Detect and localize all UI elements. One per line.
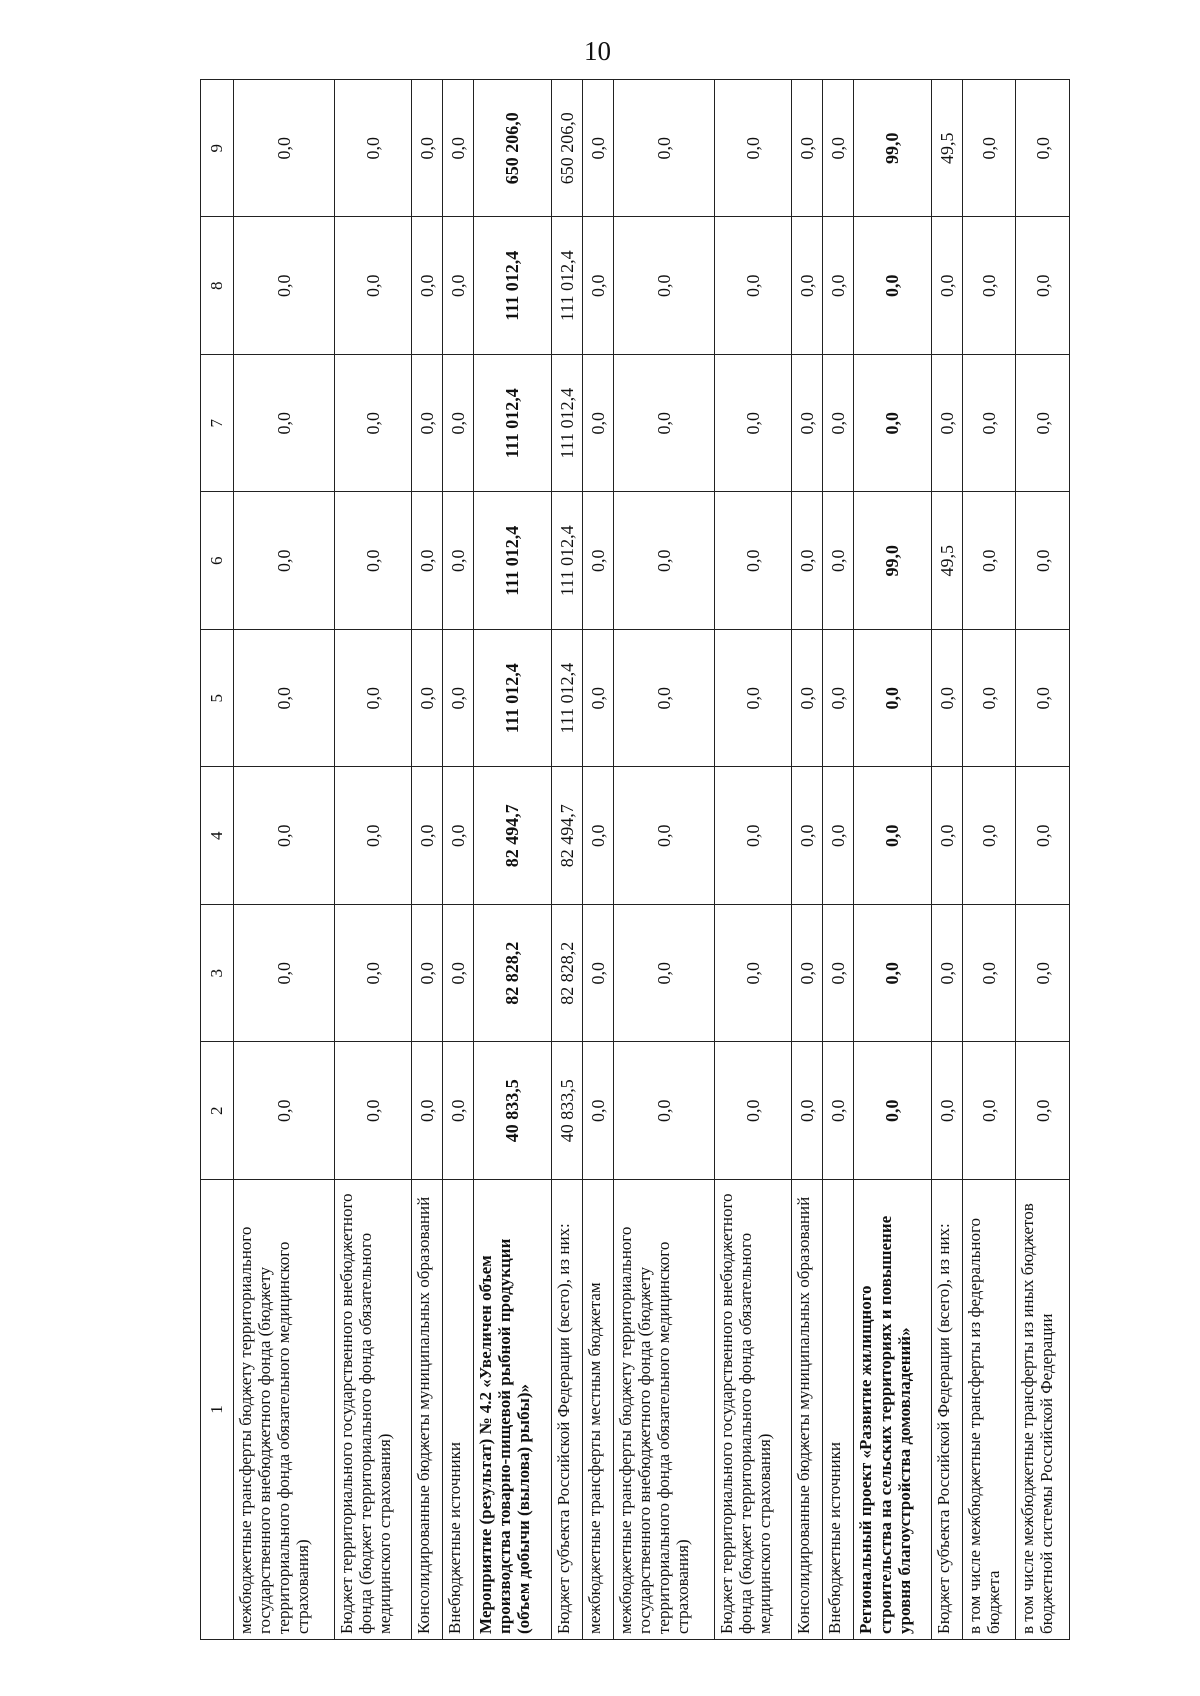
cell-value: 0,0 bbox=[791, 80, 822, 218]
cell-value: 0,0 bbox=[714, 630, 791, 768]
cell-value: 0,0 bbox=[234, 1042, 335, 1180]
table-row bbox=[443, 80, 474, 1640]
cell-value: 0,0 bbox=[582, 80, 613, 218]
cell-value: 111 012,4 bbox=[551, 355, 582, 493]
cell-value: 0,0 bbox=[854, 630, 931, 768]
cell-value: 0,0 bbox=[854, 355, 931, 493]
cell-value: 0,0 bbox=[234, 80, 335, 218]
cell-value: 40 833,5 bbox=[551, 1042, 582, 1180]
table-row bbox=[791, 80, 822, 1640]
cell-value: 0,0 bbox=[854, 905, 931, 1043]
cell-value: 0,0 bbox=[234, 355, 335, 493]
cell-value: 0,0 bbox=[714, 767, 791, 905]
cell-value: 0,0 bbox=[411, 767, 442, 905]
cell-value: 111 012,4 bbox=[551, 630, 582, 768]
cell-value: 650 206,0 bbox=[474, 80, 551, 218]
cell-value: 0,0 bbox=[714, 355, 791, 493]
cell-value: 0,0 bbox=[791, 630, 822, 768]
row-label: межбюджетные трансферты бюджету территориального государственного внебюджетного фонда (бюджету территориального фонда обязательного медицинского страхования) bbox=[234, 1180, 335, 1640]
cell-value: 0,0 bbox=[823, 80, 854, 218]
row-label: межбюджетные трансферты местным бюджетам bbox=[582, 1180, 613, 1640]
cell-value: 0,0 bbox=[962, 492, 1016, 630]
table-row bbox=[714, 80, 791, 1640]
cell-value: 0,0 bbox=[1016, 492, 1070, 630]
table-body bbox=[234, 80, 1070, 1640]
cell-value: 0,0 bbox=[823, 767, 854, 905]
cell-value: 82 828,2 bbox=[551, 905, 582, 1043]
cell-value: 0,0 bbox=[962, 905, 1016, 1043]
cell-value: 0,0 bbox=[614, 217, 715, 355]
column-header-2: 2 bbox=[201, 1042, 234, 1180]
cell-value: 0,0 bbox=[823, 630, 854, 768]
cell-value: 0,0 bbox=[1016, 1042, 1070, 1180]
cell-value: 0,0 bbox=[334, 355, 411, 493]
cell-value: 0,0 bbox=[614, 355, 715, 493]
cell-value: 0,0 bbox=[443, 767, 474, 905]
cell-value: 0,0 bbox=[443, 630, 474, 768]
cell-value: 0,0 bbox=[234, 905, 335, 1043]
cell-value: 0,0 bbox=[411, 630, 442, 768]
cell-value: 49,5 bbox=[931, 492, 962, 630]
cell-value: 49,5 bbox=[931, 80, 962, 218]
cell-value: 111 012,4 bbox=[474, 630, 551, 768]
cell-value: 0,0 bbox=[823, 1042, 854, 1180]
cell-value: 0,0 bbox=[854, 767, 931, 905]
row-label: Бюджет субъекта Российской Федерации (всего), из них: bbox=[551, 1180, 582, 1640]
cell-value: 0,0 bbox=[931, 1042, 962, 1180]
cell-value: 0,0 bbox=[1016, 630, 1070, 768]
table-row bbox=[334, 80, 411, 1640]
cell-value: 0,0 bbox=[931, 905, 962, 1043]
cell-value: 0,0 bbox=[614, 767, 715, 905]
cell-value: 0,0 bbox=[234, 630, 335, 768]
row-label: Консолидированные бюджеты муниципальных образований bbox=[411, 1180, 442, 1640]
cell-value: 0,0 bbox=[791, 355, 822, 493]
row-label: Бюджет территориального государственного внебюджетного фонда (бюджет территориального фонда обязательного медицинского страхования) bbox=[334, 1180, 411, 1640]
row-label: в том числе межбюджетные трансферты из федерального бюджета bbox=[962, 1180, 1016, 1640]
cell-value: 0,0 bbox=[823, 355, 854, 493]
cell-value: 0,0 bbox=[714, 80, 791, 218]
cell-value: 0,0 bbox=[443, 905, 474, 1043]
table-row bbox=[823, 80, 854, 1640]
cell-value: 0,0 bbox=[714, 217, 791, 355]
cell-value: 0,0 bbox=[411, 905, 442, 1043]
table-row bbox=[962, 80, 1016, 1640]
cell-value: 0,0 bbox=[582, 217, 613, 355]
cell-value: 0,0 bbox=[931, 217, 962, 355]
cell-value: 0,0 bbox=[334, 217, 411, 355]
cell-value: 0,0 bbox=[791, 217, 822, 355]
rotated-table-container bbox=[200, 80, 1070, 1640]
cell-value: 0,0 bbox=[334, 767, 411, 905]
cell-value: 0,0 bbox=[791, 905, 822, 1043]
cell-value: 111 012,4 bbox=[551, 492, 582, 630]
cell-value: 0,0 bbox=[962, 80, 1016, 218]
cell-value: 0,0 bbox=[1016, 355, 1070, 493]
cell-value: 0,0 bbox=[854, 1042, 931, 1180]
cell-value: 0,0 bbox=[614, 905, 715, 1043]
column-header-1: 1 bbox=[201, 1180, 234, 1640]
table-row bbox=[551, 80, 582, 1640]
row-label: межбюджетные трансферты бюджету территориального государственного внебюджетного фонда (бюджету территориального фонда обязательного медицинского страхования) bbox=[614, 1180, 715, 1640]
cell-value: 0,0 bbox=[931, 630, 962, 768]
cell-value: 0,0 bbox=[443, 355, 474, 493]
cell-value: 0,0 bbox=[334, 80, 411, 218]
row-label: Внебюджетные источники bbox=[443, 1180, 474, 1640]
cell-value: 0,0 bbox=[962, 1042, 1016, 1180]
column-header-4: 4 bbox=[201, 767, 234, 905]
cell-value: 0,0 bbox=[1016, 767, 1070, 905]
row-label: Консолидированные бюджеты муниципальных образований bbox=[791, 1180, 822, 1640]
cell-value: 0,0 bbox=[823, 905, 854, 1043]
cell-value: 0,0 bbox=[334, 1042, 411, 1180]
column-header-6: 6 bbox=[201, 492, 234, 630]
cell-value: 0,0 bbox=[334, 905, 411, 1043]
table-row bbox=[854, 80, 931, 1640]
cell-value: 0,0 bbox=[411, 80, 442, 218]
column-header-8: 8 bbox=[201, 217, 234, 355]
cell-value: 111 012,4 bbox=[551, 217, 582, 355]
column-header-3: 3 bbox=[201, 905, 234, 1043]
table-header-row bbox=[201, 80, 234, 1640]
cell-value: 99,0 bbox=[854, 80, 931, 218]
cell-value: 650 206,0 bbox=[551, 80, 582, 218]
cell-value: 0,0 bbox=[614, 80, 715, 218]
cell-value: 0,0 bbox=[411, 355, 442, 493]
cell-value: 0,0 bbox=[582, 905, 613, 1043]
cell-value: 0,0 bbox=[791, 492, 822, 630]
cell-value: 0,0 bbox=[931, 767, 962, 905]
cell-value: 0,0 bbox=[411, 1042, 442, 1180]
cell-value: 0,0 bbox=[411, 492, 442, 630]
cell-value: 0,0 bbox=[582, 767, 613, 905]
cell-value: 0,0 bbox=[614, 1042, 715, 1180]
cell-value: 0,0 bbox=[411, 217, 442, 355]
column-header-7: 7 bbox=[201, 355, 234, 493]
cell-value: 40 833,5 bbox=[474, 1042, 551, 1180]
cell-value: 0,0 bbox=[962, 355, 1016, 493]
cell-value: 0,0 bbox=[1016, 80, 1070, 218]
cell-value: 0,0 bbox=[443, 1042, 474, 1180]
cell-value: 0,0 bbox=[443, 492, 474, 630]
cell-value: 0,0 bbox=[791, 767, 822, 905]
cell-value: 0,0 bbox=[582, 1042, 613, 1180]
cell-value: 0,0 bbox=[962, 217, 1016, 355]
column-header-5: 5 bbox=[201, 630, 234, 768]
cell-value: 0,0 bbox=[334, 492, 411, 630]
row-label: Внебюджетные источники bbox=[823, 1180, 854, 1640]
row-label: Бюджет территориального государственного внебюджетного фонда (бюджет территориального фонда обязательного медицинского страхования) bbox=[714, 1180, 791, 1640]
cell-value: 0,0 bbox=[582, 492, 613, 630]
budget-table bbox=[200, 79, 1070, 1640]
cell-value: 0,0 bbox=[962, 767, 1016, 905]
table-row bbox=[234, 80, 335, 1640]
row-label: в том числе межбюджетные трансферты из иных бюджетов бюджетной системы Российской Федерации bbox=[1016, 1180, 1070, 1640]
cell-value: 0,0 bbox=[823, 217, 854, 355]
cell-value: 82 828,2 bbox=[474, 905, 551, 1043]
cell-value: 0,0 bbox=[714, 492, 791, 630]
row-label: Региональный проект «Развитие жилищного строительства на сельских территориях и повышение уровня благоустройства домовладений» bbox=[854, 1180, 931, 1640]
cell-value: 0,0 bbox=[854, 217, 931, 355]
cell-value: 0,0 bbox=[234, 492, 335, 630]
cell-value: 0,0 bbox=[614, 492, 715, 630]
table-row bbox=[474, 80, 551, 1640]
table-row bbox=[582, 80, 613, 1640]
cell-value: 0,0 bbox=[1016, 217, 1070, 355]
cell-value: 0,0 bbox=[962, 630, 1016, 768]
cell-value: 0,0 bbox=[931, 355, 962, 493]
table-row bbox=[931, 80, 962, 1640]
cell-value: 0,0 bbox=[1016, 905, 1070, 1043]
cell-value: 0,0 bbox=[714, 1042, 791, 1180]
cell-value: 0,0 bbox=[234, 767, 335, 905]
cell-value: 0,0 bbox=[582, 630, 613, 768]
cell-value: 82 494,7 bbox=[551, 767, 582, 905]
cell-value: 0,0 bbox=[443, 80, 474, 218]
row-label: Бюджет субъекта Российской Федерации (всего), из них: bbox=[931, 1180, 962, 1640]
cell-value: 0,0 bbox=[582, 355, 613, 493]
cell-value: 111 012,4 bbox=[474, 217, 551, 355]
row-label: Мероприятие (результат) № 4.2 «Увеличен объем производства товарно-пищевой рыбной продукции (объем добычи (вылова) рыбы)» bbox=[474, 1180, 551, 1640]
cell-value: 0,0 bbox=[614, 630, 715, 768]
cell-value: 0,0 bbox=[234, 217, 335, 355]
cell-value: 82 494,7 bbox=[474, 767, 551, 905]
cell-value: 111 012,4 bbox=[474, 492, 551, 630]
table-row bbox=[411, 80, 442, 1640]
page-number: 10 bbox=[584, 36, 611, 66]
cell-value: 0,0 bbox=[714, 905, 791, 1043]
cell-value: 0,0 bbox=[334, 630, 411, 768]
column-header-9: 9 bbox=[201, 80, 234, 218]
cell-value: 0,0 bbox=[823, 492, 854, 630]
cell-value: 0,0 bbox=[791, 1042, 822, 1180]
cell-value: 0,0 bbox=[443, 217, 474, 355]
cell-value: 111 012,4 bbox=[474, 355, 551, 493]
cell-value: 99,0 bbox=[854, 492, 931, 630]
table-row bbox=[1016, 80, 1070, 1640]
table-row bbox=[614, 80, 715, 1640]
